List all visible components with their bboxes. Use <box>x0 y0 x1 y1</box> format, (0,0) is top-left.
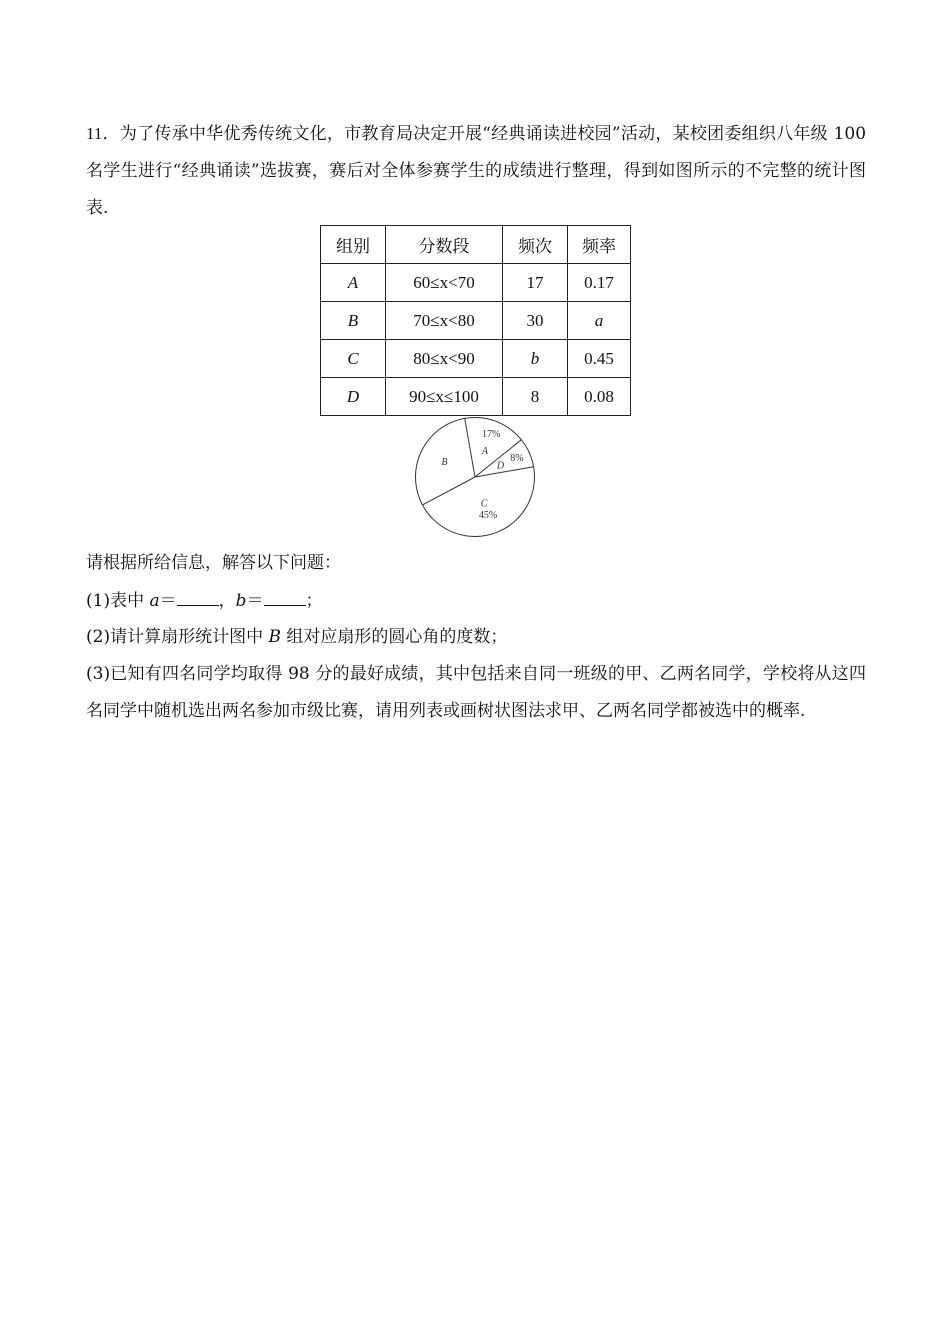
questions-intro: 请根据所给信息，解答以下问题： <box>86 553 341 573</box>
pie-slice-percent-C: 45% <box>478 509 498 521</box>
question-3: (3)已知有四名同学均取得 98 分的最好成绩，其中包括来自同一班级的甲、乙两名同学，学校将从这四名同学中随机选出两名参加市级比赛，请用列表或画树状图法求甲、乙两名同学都被选中的概率. <box>86 664 866 721</box>
pie-slice-label-A: A <box>481 445 488 457</box>
q1-sep: ， <box>218 591 236 611</box>
cell-freq: 30 <box>503 302 568 340</box>
pie-slice-percent-A: 17% <box>482 428 501 440</box>
cell-rate: 0.45 <box>568 340 631 378</box>
q1-var-b: b <box>235 591 247 611</box>
table-header-row <box>321 226 631 264</box>
cell-group: D <box>321 378 386 416</box>
cell-freq: 8 <box>503 378 568 416</box>
pie-slice-label-B: B <box>441 457 448 469</box>
cell-rate: 0.17 <box>568 264 631 302</box>
q1-prefix: (1)表中 <box>86 591 150 611</box>
cell-freq: b <box>503 340 568 378</box>
table-row <box>321 302 631 340</box>
pie-boundary-3 <box>423 477 476 505</box>
header-freq: 频次 <box>503 226 568 264</box>
problem-statement <box>86 115 866 227</box>
q2-var-b: B <box>268 627 281 647</box>
table-row <box>321 340 631 378</box>
pie-slice-percent-D: 8% <box>510 453 524 464</box>
pie-chart <box>410 416 540 538</box>
q1-end: ； <box>305 591 323 611</box>
pie-boundary-0 <box>465 418 475 477</box>
answer-blank-a[interactable] <box>177 587 219 606</box>
pie-slice-label-C: C <box>480 498 488 510</box>
table-row <box>321 378 631 416</box>
header-range: 分数段 <box>386 226 503 264</box>
cell-group: C <box>321 340 386 378</box>
header-group: 组别 <box>321 226 386 264</box>
cell-freq: 17 <box>503 264 568 302</box>
question-2 <box>86 619 866 656</box>
cell-rate: 0.08 <box>568 378 631 416</box>
question-1 <box>86 583 866 620</box>
q1-equals-b: ＝ <box>246 591 264 611</box>
cell-rate: a <box>568 302 631 340</box>
q2-prefix: (2)请计算扇形统计图中 <box>86 627 269 647</box>
header-rate: 频率 <box>568 226 631 264</box>
cell-range: 90≤x≤100 <box>386 378 503 416</box>
pie-boundary-2 <box>475 467 534 477</box>
cell-range: 60≤x<70 <box>386 264 503 302</box>
table-row <box>321 264 631 302</box>
pie-slice-label-D: D <box>496 460 505 472</box>
q1-equals-a: ＝ <box>159 591 177 611</box>
cell-group: B <box>321 302 386 340</box>
cell-range: 70≤x<80 <box>386 302 503 340</box>
q2-rest: 组对应扇形的圆心角的度数； <box>280 627 508 647</box>
cell-group: A <box>321 264 386 302</box>
problem-text: 为了传承中华优秀传统文化，市教育局决定开展“经典诵读进校园”活动，某校团委组织八年级 100 名学生进行“经典诵读”选拔赛，赛后对全体参赛学生的成绩进行整理，得到如图所示的不完整的统计图表. <box>86 124 867 218</box>
cell-range: 80≤x<90 <box>386 340 503 378</box>
problem-number: 11． <box>86 124 120 143</box>
answer-blank-b[interactable] <box>264 587 306 606</box>
q1-var-a: a <box>149 591 160 611</box>
frequency-table <box>320 225 631 416</box>
